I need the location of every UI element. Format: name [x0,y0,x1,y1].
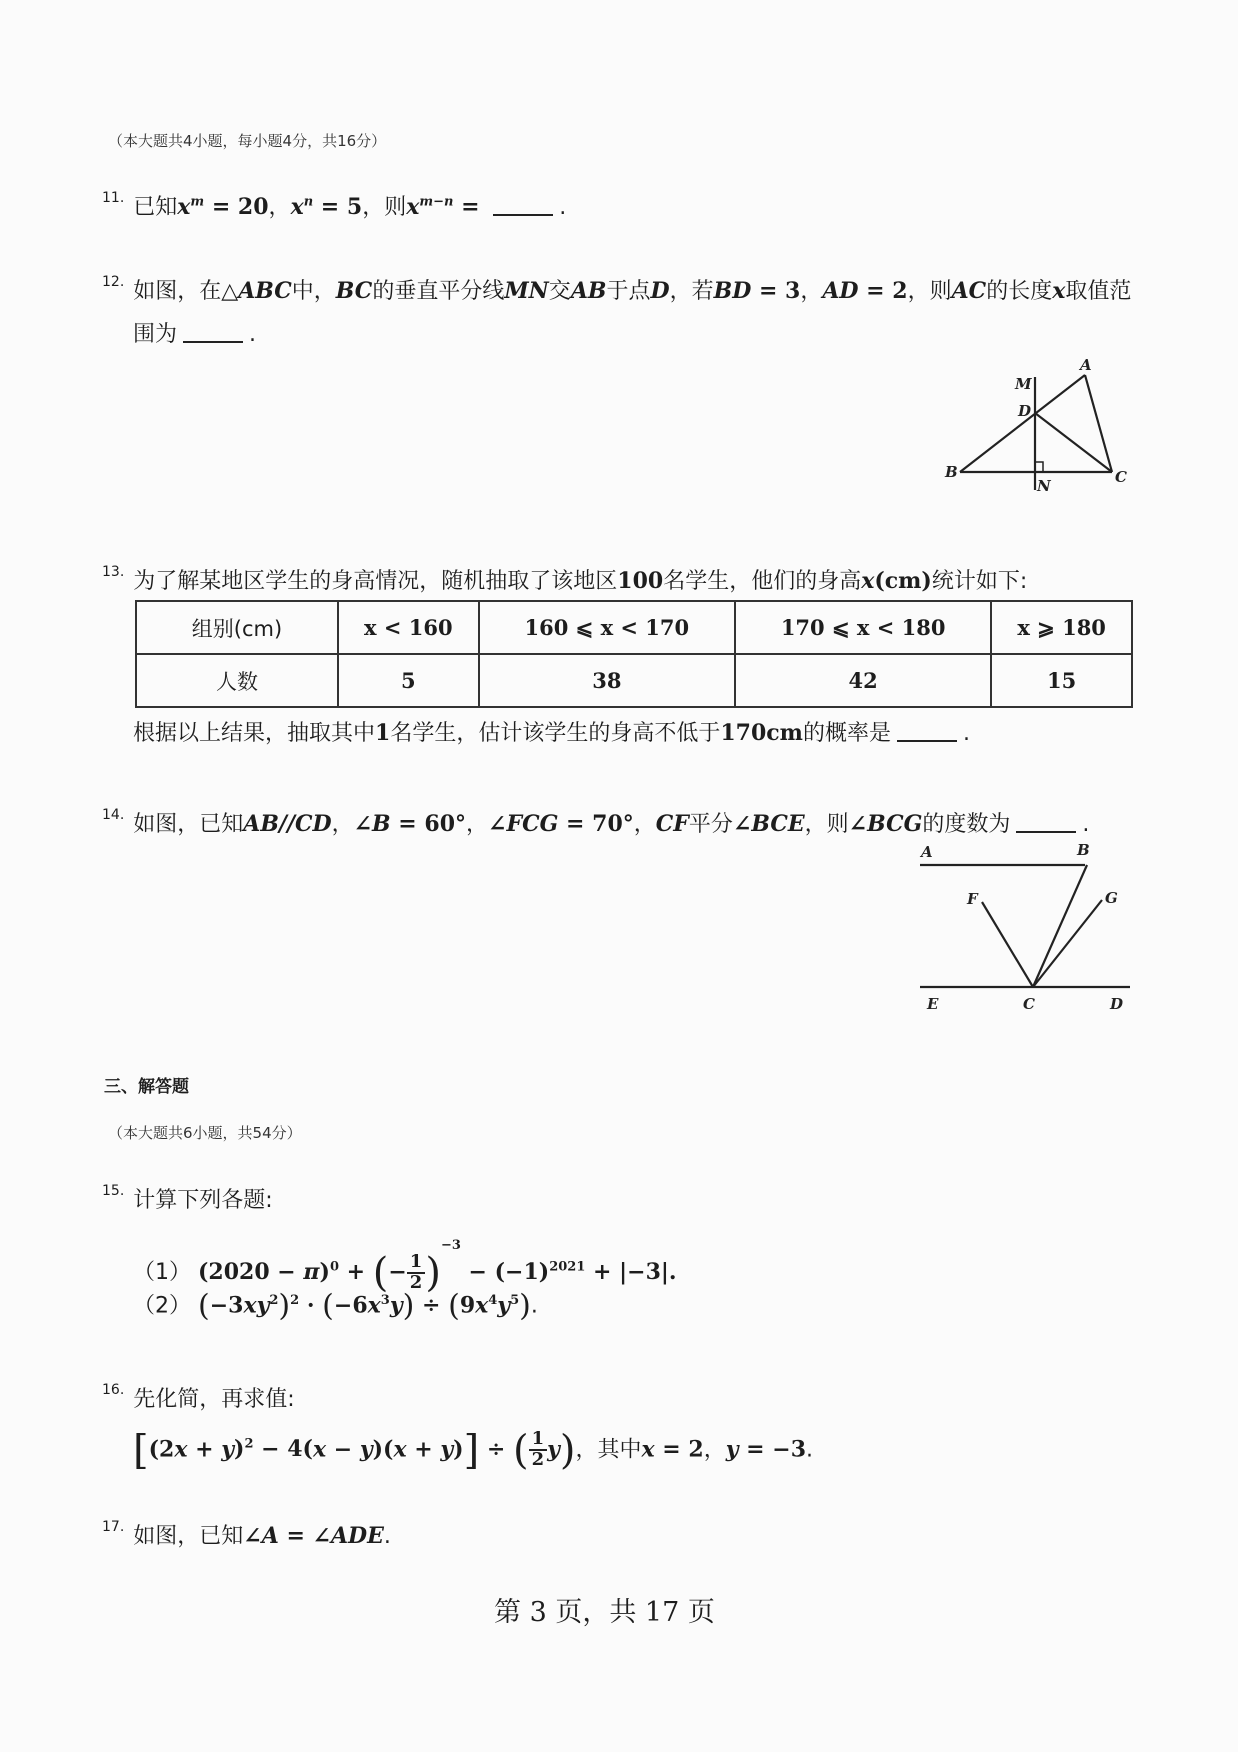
table-cell: x < 160 [338,601,479,654]
question-12-line2: 围为 . [133,322,257,347]
question-number: 16. [102,1382,125,1398]
table-cell: x ⩾ 180 [991,601,1132,654]
question-16: $^{16.}$ 先化简，再求值: [102,1382,295,1412]
label-c: C [1023,995,1035,1013]
segment-cg [1033,900,1102,987]
table-cell: 组别(cm) [136,601,338,654]
triangle-figure [930,355,1150,505]
table-cell: 170 ⩽ x < 180 [735,601,991,654]
table-cell: 42 [735,654,991,707]
question-17: $^{17.}$ 如图，已知∠A = ∠ADE. [102,1519,391,1549]
label-a: A [1080,356,1092,374]
label-d: D [1018,402,1032,420]
section-title: 三、解答题 [104,1077,189,1097]
section-note: （本大题共4小题，每小题4分，共16分） [108,132,387,150]
table-cell: 人数 [136,654,338,707]
table-header-row [136,601,1132,654]
page-footer: 第 3 页，共 17 页 [494,1597,715,1628]
table-cell: 160 ⩽ x < 170 [479,601,735,654]
question-14: $^{14.}$ 如图，已知AB//CD，∠B = 60°，∠FCG = 70°，CF平分∠BCE，则∠BCG的度数为 . [102,807,1090,837]
label-b: B [1077,841,1090,859]
label-c: C [1115,468,1127,486]
height-table [135,600,1133,708]
section-note: （本大题共6小题，共54分） [108,1124,302,1142]
table-row [136,654,1132,707]
answer-blank [897,720,957,742]
question-11: $^{11.}$ 已知$x^m = 20$，$x^n = 5$，则$x^{m-n}$ = . [102,190,567,220]
segment-cf [982,902,1033,987]
table-cell: 15 [991,654,1132,707]
table-cell: 38 [479,654,735,707]
question-15-part-1: （1） $(2020 - \pi)^0$ + (− $\frac{1}{2}$ )$^{-3} - (-1)^{2021} + |-3|$. [133,1238,677,1296]
label-g: G [1105,889,1118,907]
question-number: 17. [102,1519,125,1535]
question-number: 11. [102,190,125,206]
question-number: 13. [102,564,125,580]
question-16-expression: $[(2x + y)^2 - 4(x - y)(x + y)]$ ÷ ( $\frac{1}{2}$ y)，其中x = 2，y = −3. [133,1427,814,1474]
answer-blank [1016,811,1076,833]
question-number: 14. [102,807,125,823]
label-e: E [927,995,939,1013]
segment-dc [1035,413,1112,472]
question-number: 15. [102,1183,125,1199]
question-13-prompt: 根据以上结果，抽取其中1名学生，估计该学生的身高不低于170cm的概率是 . [133,720,970,746]
parallel-lines-figure [915,840,1150,1020]
label-f: F [967,890,978,908]
question-15: $^{15.}$ 计算下列各题: [102,1183,273,1213]
label-n: N [1037,477,1051,495]
label-b: B [945,463,958,481]
right-angle-mark [1035,462,1043,472]
question-number: 12. [102,274,125,290]
question-15-part-2: （2） $(-3xy^2)^2 \cdot (-6x^3y) \div (9x^4y^5)$. [133,1288,538,1324]
segment-cb [1033,865,1087,987]
label-a: A [921,843,933,861]
answer-blank [493,194,553,216]
question-13: $^{13.}$ 为了解某地区学生的身高情况，随机抽取了该地区100名学生，他们的身高x(cm)统计如下: [102,564,1028,594]
segment-ac [1085,375,1112,472]
table-cell: 5 [338,654,479,707]
label-m: M [1015,375,1032,393]
label-d: D [1110,995,1124,1013]
question-12: $^{12.}$ 如图，在△ABC中，BC的垂直平分线MN交AB于点D，若BD = 3，AD = 2，则AC的长度x取值范 [102,274,1132,304]
answer-blank [183,321,243,343]
